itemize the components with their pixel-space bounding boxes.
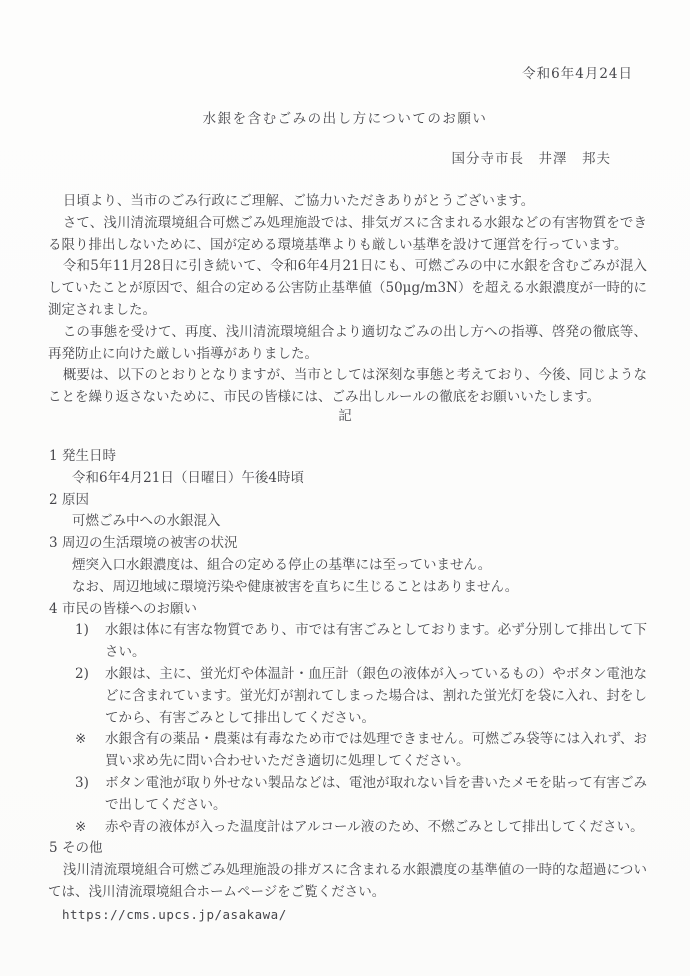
homepage-url: https://cms.upcs.jp/asakawa/ <box>62 906 287 922</box>
list-item-marker: 2) <box>75 665 89 682</box>
section-heading-other: 5 その他 <box>48 838 647 860</box>
paragraph: 概要は、以下のとおりとなりますが、当市としては深刻な事態と考えており、今後、同じようなことを繰り返さないために、市民の皆様には、ごみ出しルールの徹底をお願いいたします。 <box>48 367 647 406</box>
section-content-line: 令和6年4月21日（日曜日）午後4時頃 <box>72 469 304 486</box>
sender-name: 国分寺市長 井澤 邦夫 <box>451 151 611 167</box>
list-item: 3) ボタン電池が取り外せない製品などは、電池が取れない旨を書いたメモを貼って有害ごみで出してください。 <box>48 773 647 817</box>
section-content-line: 煙突入口水銀濃度は、組合の定める停止の基準には至っていません。 <box>72 556 492 573</box>
paragraph: この事態を受けて、再度、浅川清流環境組合より適切なごみの出し方への指導、啓発の徹底等、再発防止に向けた厳しい指導がありました。 <box>48 323 647 362</box>
section-number: 5 <box>49 840 58 857</box>
list-item-marker: 3) <box>75 774 89 791</box>
list-item-marker: 1) <box>75 622 89 639</box>
list-item: 1) 水銀は体に有害な物質であり、市では有害ごみとしております。必ず分別して排出して下さい。 <box>48 620 647 664</box>
section-number: 1 <box>49 448 58 464</box>
document-title: 水銀を含むごみの出し方についてのお願い <box>202 111 488 127</box>
letter-body <box>48 191 647 409</box>
paragraph: さて、浅川清流環境組合可燃ごみ処理施設では、排気ガスに含まれる水銀などの有害物質をできる限り排出しないために、国が定める環境基準よりも厳しい基準を設けて運営を行っています。 <box>48 214 647 253</box>
section-paragraph: 浅川清流環境組合可燃ごみ処理施設の排ガスに含まれる水銀濃度の基準値の一時的な超過については、浅川清流環境組合ホームページをご覧ください。 <box>48 862 647 900</box>
list-item-note: ※ 水銀含有の薬品・農薬は有毒なため市では処理できません。可燃ごみ袋等には入れず、お買い求め先に問い合わせいただき適切に処理してください。 <box>48 729 647 773</box>
section-content-line: なお、周辺地域に環境汚染や健康被害を直ちに生じることはありません。 <box>72 578 519 595</box>
list-item-marker: ※ <box>75 731 87 748</box>
section-number: 4 <box>49 600 58 617</box>
paragraph: 日頃より、当市のごみ行政にご理解、ご協力いただきありがとうございます。 <box>62 193 535 209</box>
section-heading-environmental-damage: 3 周辺の生活環境の被害の状況 <box>48 533 647 555</box>
section-heading-cause: 2 原因 <box>48 490 647 512</box>
paragraph: 令和5年11月28日に引き続いて、令和6年4月21日にも、可燃ごみの中に水銀を含むごみが混入していたことが原因で、組合の定める公害防止基準値（50μg/m3N）を超える水銀濃度が一時的に測定されました。 <box>48 258 647 318</box>
list-item-marker: ※ <box>75 818 87 835</box>
list-item: 2) 水銀は、主に、蛍光灯や体温計・血圧計（銀色の液体が入っているもの）やボタン電池などに含まれています。蛍光灯が割れてしまった場合は、割れた蛍光灯を袋に入れ、封をしてから、有害ごみとして排出してください。 <box>48 664 647 729</box>
itemized-sections <box>48 446 647 926</box>
section-number: 3 <box>49 535 58 552</box>
list-item-note: ※ 赤や青の液体が入った温度計はアルコール液のため、不燃ごみとして排出してください。 <box>48 817 647 839</box>
section-content-line: 可燃ごみ中への水銀混入 <box>72 513 221 530</box>
section-heading-request-to-citizens: 4 市民の皆様へのお願い <box>48 599 647 621</box>
section-heading-occurrence-datetime: 1 発生日時 <box>48 446 647 468</box>
document-date: 令和6年4月24日 <box>522 66 633 82</box>
ki-record-marker: 記 <box>338 408 352 424</box>
section-number: 2 <box>49 491 58 508</box>
